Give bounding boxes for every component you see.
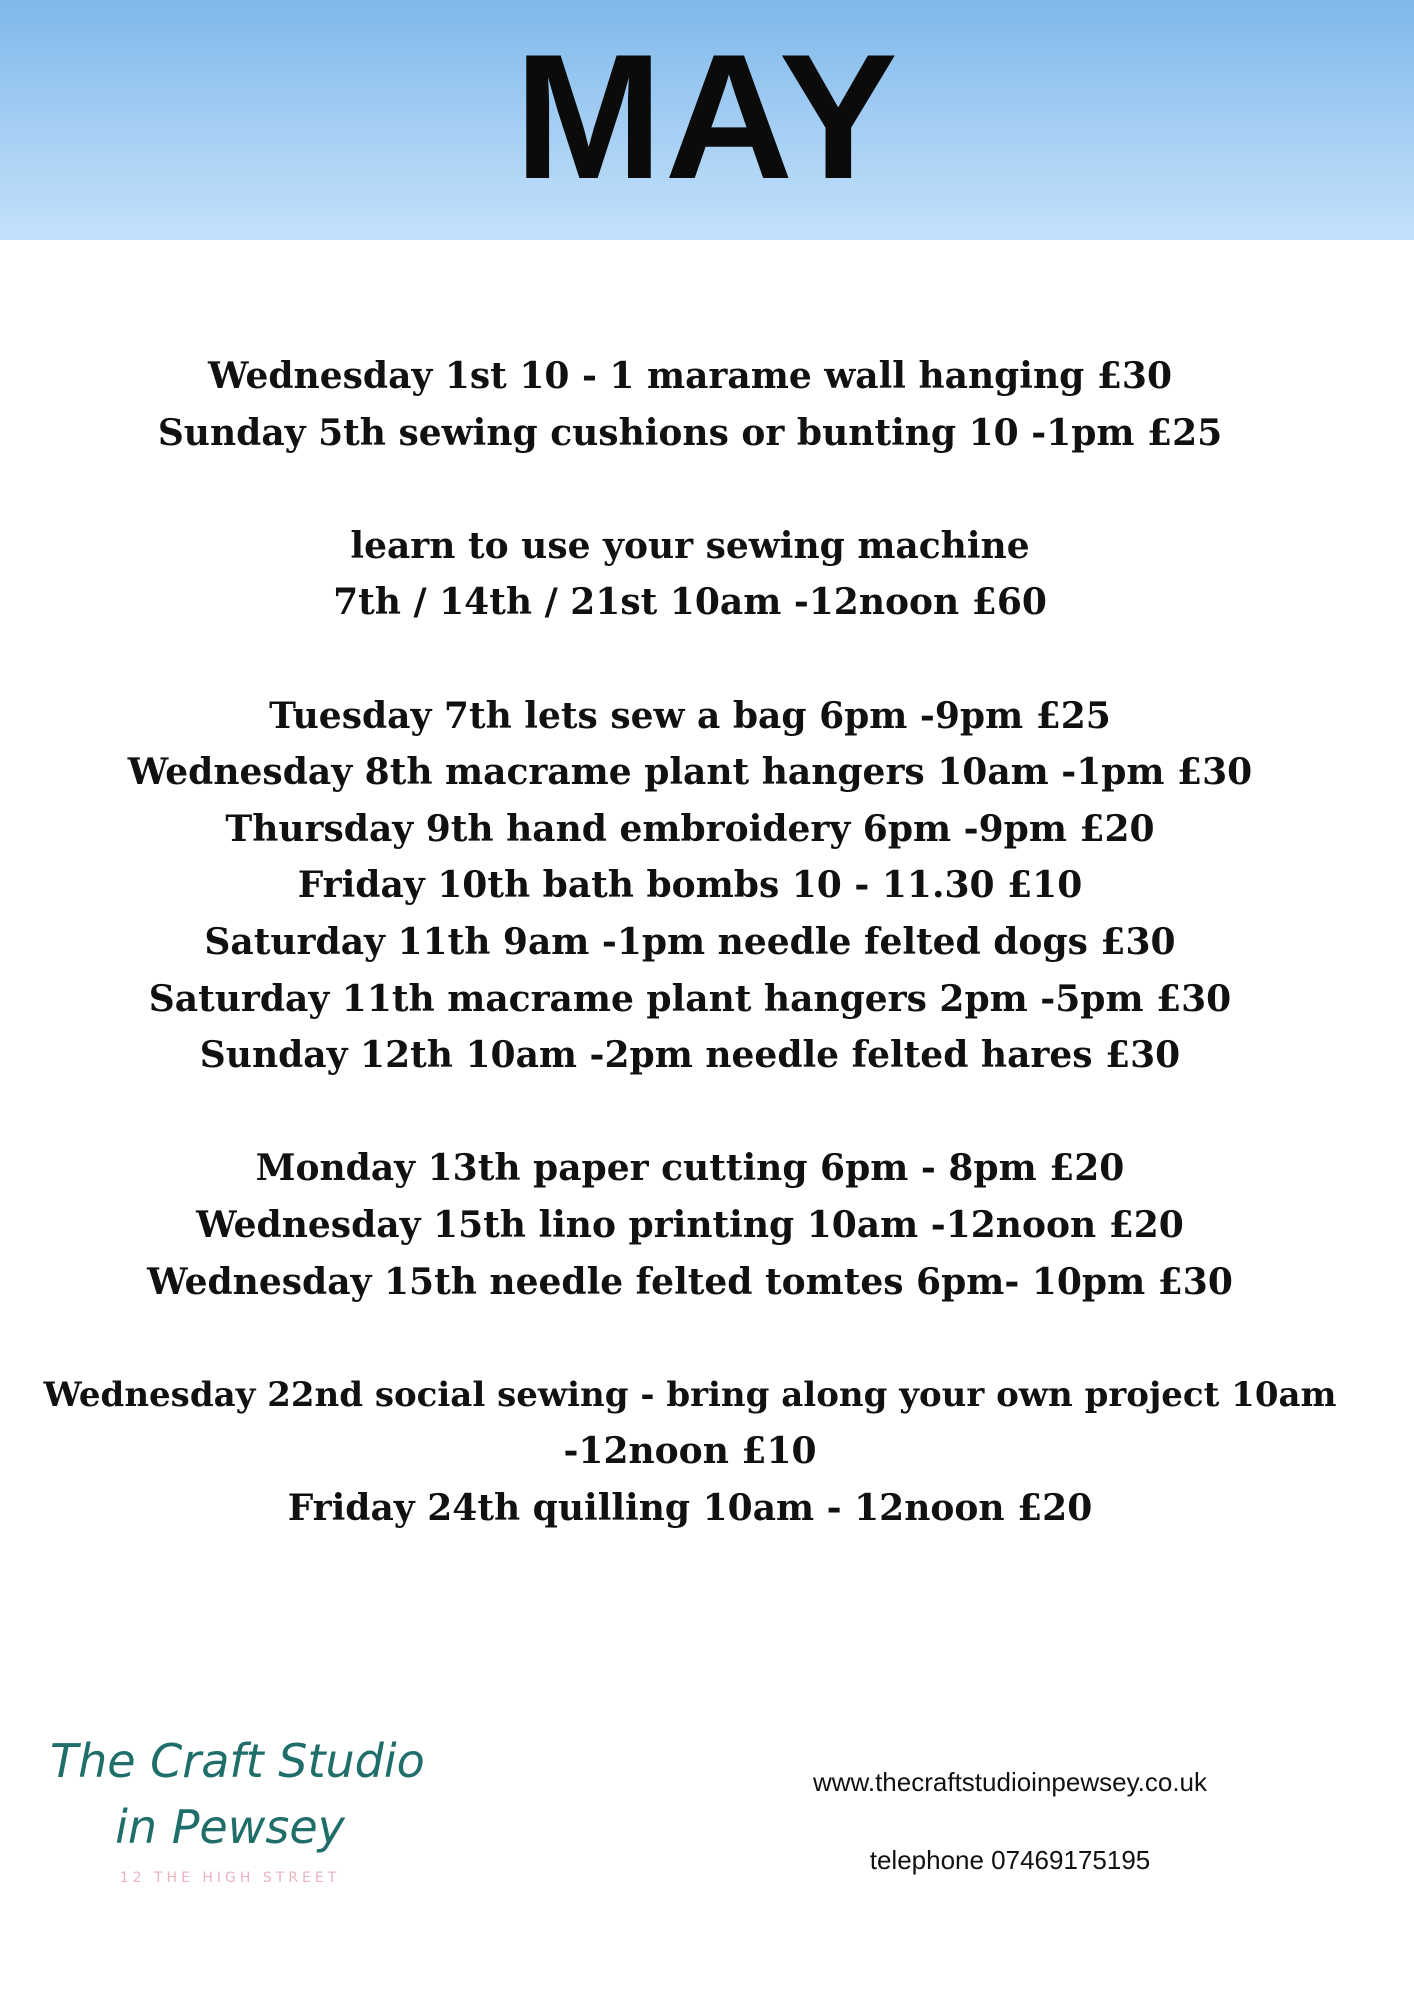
schedule-spacer — [30, 1310, 1350, 1367]
schedule-line: Friday 24th quilling 10am - 12noon £20 — [287, 1486, 1093, 1529]
schedule-spacer — [30, 461, 1350, 518]
schedule-line: Wednesday 15th lino printing 10am -12noon £20 — [196, 1203, 1184, 1246]
schedule-line: Wednesday 8th macrame plant hangers 10am -1pm £30 — [127, 751, 1253, 794]
schedule-line: Tuesday 7th lets sew a bag 6pm -9pm £25 — [269, 694, 1111, 737]
schedule-line: Saturday 11th 9am -1pm needle felted dogs £30 — [204, 920, 1176, 963]
logo-line-1: The Craft Studio — [50, 1734, 425, 1788]
schedule-line: -12noon £10 — [563, 1430, 817, 1473]
contact-info — [740, 1766, 1280, 1876]
schedule-line: Friday 10th bath bombs 10 - 11.30 £10 — [297, 864, 1083, 907]
schedule-line: Sunday 12th 10am -2pm needle felted hares £30 — [199, 1034, 1181, 1077]
schedule-line: 7th / 14th / 21st 10am -12noon £60 — [333, 581, 1047, 624]
schedule-spacer — [30, 1084, 1350, 1141]
schedule-line: learn to use your sewing machine — [350, 524, 1030, 567]
class-schedule — [30, 348, 1350, 1536]
schedule-line: Monday 13th paper cutting 6pm - 8pm £20 — [255, 1147, 1125, 1190]
schedule-line: Saturday 11th macrame plant hangers 2pm -5pm £30 — [148, 977, 1232, 1020]
logo-line-2: in Pewsey — [115, 1800, 345, 1854]
schedule-line: Wednesday 1st 10 - 1 marame wall hanging £30 — [207, 355, 1173, 397]
studio-logo — [50, 1728, 425, 1886]
schedule-line: Wednesday 22nd social sewing - bring along your own project 10am — [43, 1374, 1337, 1415]
schedule-line: Sunday 5th sewing cushions or bunting 10 -1pm £25 — [157, 411, 1223, 454]
website-link[interactable]: www.thecraftstudioinpewsey.co.uk — [812, 1767, 1208, 1797]
header-banner — [0, 0, 1414, 240]
page-title: MAY — [514, 17, 900, 216]
schedule-spacer — [30, 631, 1350, 688]
schedule-line: Thursday 9th hand embroidery 6pm -9pm £20 — [225, 807, 1155, 850]
schedule-line: Wednesday 15th needle felted tomtes 6pm- 10pm £30 — [147, 1260, 1233, 1303]
logo-address: 12 THE HIGH STREET — [119, 1870, 341, 1886]
phone-number: telephone 07469175195 — [869, 1845, 1151, 1875]
